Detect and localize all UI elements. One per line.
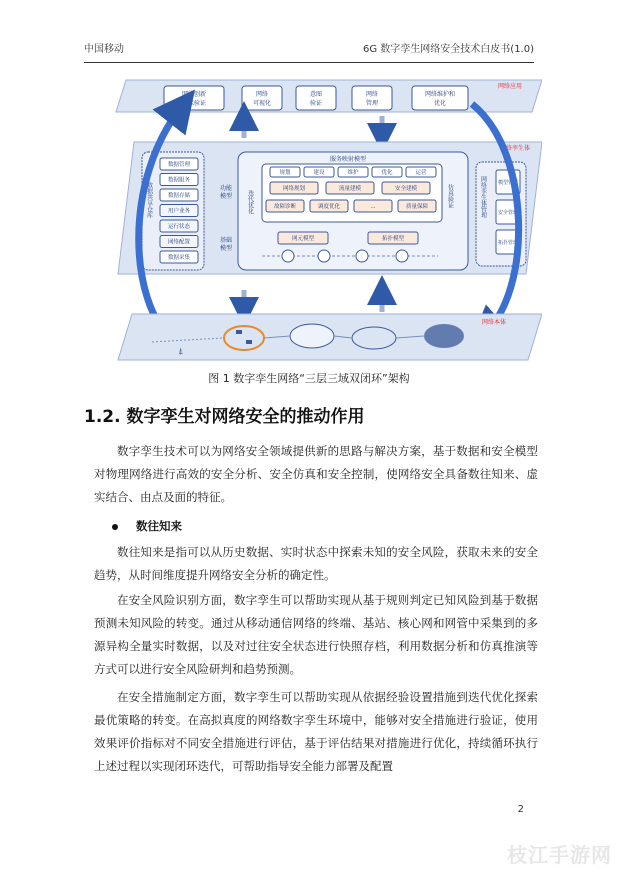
svg-text:数据服务: 数据服务 (167, 177, 191, 184)
app-box-1 (164, 86, 224, 110)
svg-text:运行状态: 运行状态 (167, 224, 191, 230)
svg-text:规划: 规划 (279, 170, 291, 176)
app-box-4 (352, 86, 392, 110)
paragraph-4: 在安全措施制定方面，数字孪生可以帮助实现从依据经验设置措施到迭代优化探索最优策略的转变。在高拟真度的网络数字孪生环境中，能够对安全措施进行验证，使用效果评价指标对不同安全措施进行评估，基于评估结果对措施进行优化，持续循环执行上述过程以实现闭环迭代，可帮助指导安全能力部署及配置 (94, 690, 538, 773)
model-box (310, 200, 348, 212)
figure-caption: 图 1 数字孪生网络“三层三域双闭环”架构 (208, 372, 410, 385)
entity-layer-tag: 网络本体 (482, 319, 507, 326)
app-layer-tag: 网络应用 (498, 83, 523, 90)
paragraph-1: 数字孪生技术可以为网络安全领域提供新的思路与解决方案，基于数据和安全模型对物理网络进行高效的安全分析、安全仿真和安全控制，使网络安全具备数往知来、虚实结合、由点及面的特征。 (94, 444, 538, 504)
svg-text:网络创新: 网络创新 (181, 91, 207, 98)
svg-text:故障诊断: 故障诊断 (273, 204, 297, 210)
svg-text:管理: 管理 (365, 100, 379, 107)
svg-text:网络: 网络 (255, 91, 269, 98)
svg-text:安全管理: 安全管理 (497, 210, 519, 216)
svg-text:运营: 运营 (415, 170, 427, 176)
svg-text:网元模型: 网元模型 (291, 236, 315, 242)
service-tab (338, 167, 368, 177)
repo-title: 数据共享仓库 (145, 182, 153, 218)
model-box (382, 182, 430, 194)
repo-item (160, 189, 198, 201)
header-rule (84, 62, 534, 63)
repo-item (160, 158, 198, 170)
paragraph-2: 数往知来是指可以从历史数据、实时状态中探索未知的安全风险，获取未来的安全趋势，从时间维度提升网络安全分析的确定性。 (94, 545, 538, 582)
svg-text:数据管理: 数据管理 (167, 162, 191, 168)
repo-item (160, 174, 198, 186)
architecture-figure (112, 72, 542, 366)
svg-text:流量建模: 流量建模 (338, 186, 362, 192)
antenna-icon: ⍋ (178, 347, 184, 357)
service-tab (406, 167, 436, 177)
page-number: 2 (517, 804, 524, 815)
model-box (270, 182, 318, 194)
svg-text:...: ... (370, 204, 376, 210)
header-org: 中国移动 (84, 44, 124, 55)
repo-item (160, 251, 198, 263)
model-box (266, 200, 304, 212)
watermark: 枝江手游网 (507, 843, 612, 867)
svg-text:数据采集: 数据采集 (167, 255, 191, 261)
svg-text:优化: 优化 (381, 170, 393, 176)
app-box-2 (242, 86, 282, 110)
svg-text:维护: 维护 (347, 170, 359, 176)
repo-item (160, 205, 198, 217)
base-model-box (368, 232, 418, 244)
svg-text:网络规划: 网络规划 (282, 186, 306, 192)
service-title: 服务映射模型 (329, 156, 367, 163)
model-box (398, 200, 436, 212)
svg-text:拓扑管理: 拓扑管理 (497, 240, 519, 246)
service-tab (304, 167, 334, 177)
model-box (326, 182, 374, 194)
svg-text:意图: 意图 (309, 91, 323, 98)
repo-item (160, 236, 198, 248)
service-tab (270, 167, 300, 177)
svg-text:质量保障: 质量保障 (405, 204, 429, 210)
svg-text:调度优化: 调度优化 (317, 204, 341, 210)
paragraph-3: 在安全风险识别方面，数字孪生可以帮助实现从基于规则判定已知风险到基于数据预测未知风险的转变。通过从移动通信网络的终端、基站、核心网和网管中采集到的多源异构全量实时数据，以及对过往安全状态进行快照存档，利用数据分析和仿真推演等方式可以进行安全风险研判和趋势预测。 (94, 593, 538, 676)
sim-label: 仿真验证 (446, 184, 454, 208)
app-box-5 (412, 86, 468, 110)
svg-text:技术验证: 技术验证 (181, 100, 207, 107)
lan-cloud (290, 324, 334, 348)
section-title: 1.2. 数字孪生对网络安全的推动作用 (84, 407, 365, 427)
model-box (354, 200, 392, 212)
svg-text:用户业务: 用户业务 (167, 208, 191, 215)
mgmt-title: 网络孪生体管理 (479, 176, 487, 218)
twin-layer-tag: 网络孪生体 (500, 145, 531, 152)
svg-text:建设: 建设 (313, 170, 325, 176)
svg-text:拓扑模型: 拓扑模型 (381, 236, 405, 242)
svg-text:验证: 验证 (309, 100, 323, 107)
cloud-icon (424, 324, 464, 348)
base-model-label-2: 模型 (220, 245, 233, 252)
base-model-label: 基础 (220, 237, 233, 244)
svg-text:网络: 网络 (365, 91, 379, 98)
app-box-3 (296, 86, 336, 110)
base-model-box (278, 232, 328, 244)
svg-text:安全建模: 安全建模 (394, 186, 418, 192)
svg-text:网络维护和: 网络维护和 (424, 91, 456, 98)
svg-text:数据存储: 数据存储 (167, 193, 191, 199)
bullet-text: 数往知来 (136, 519, 182, 533)
func-model-label: 功能 (220, 185, 233, 192)
bullet-heading (112, 518, 182, 534)
repo-item (160, 220, 198, 232)
service-tab (372, 167, 402, 177)
svg-text:模型管理: 模型管理 (497, 180, 519, 186)
svg-text:可视化: 可视化 (252, 100, 272, 107)
header-doc-title: 6G 数字孪生网络安全技术白皮书(1.0) (363, 44, 534, 55)
func-model-label-2: 模型 (220, 193, 233, 200)
bullet-dot (112, 524, 118, 530)
svg-text:优化: 优化 (433, 100, 447, 107)
svg-text:网络配置: 网络配置 (167, 239, 191, 246)
iter-label: 迭代优化 (246, 190, 254, 214)
